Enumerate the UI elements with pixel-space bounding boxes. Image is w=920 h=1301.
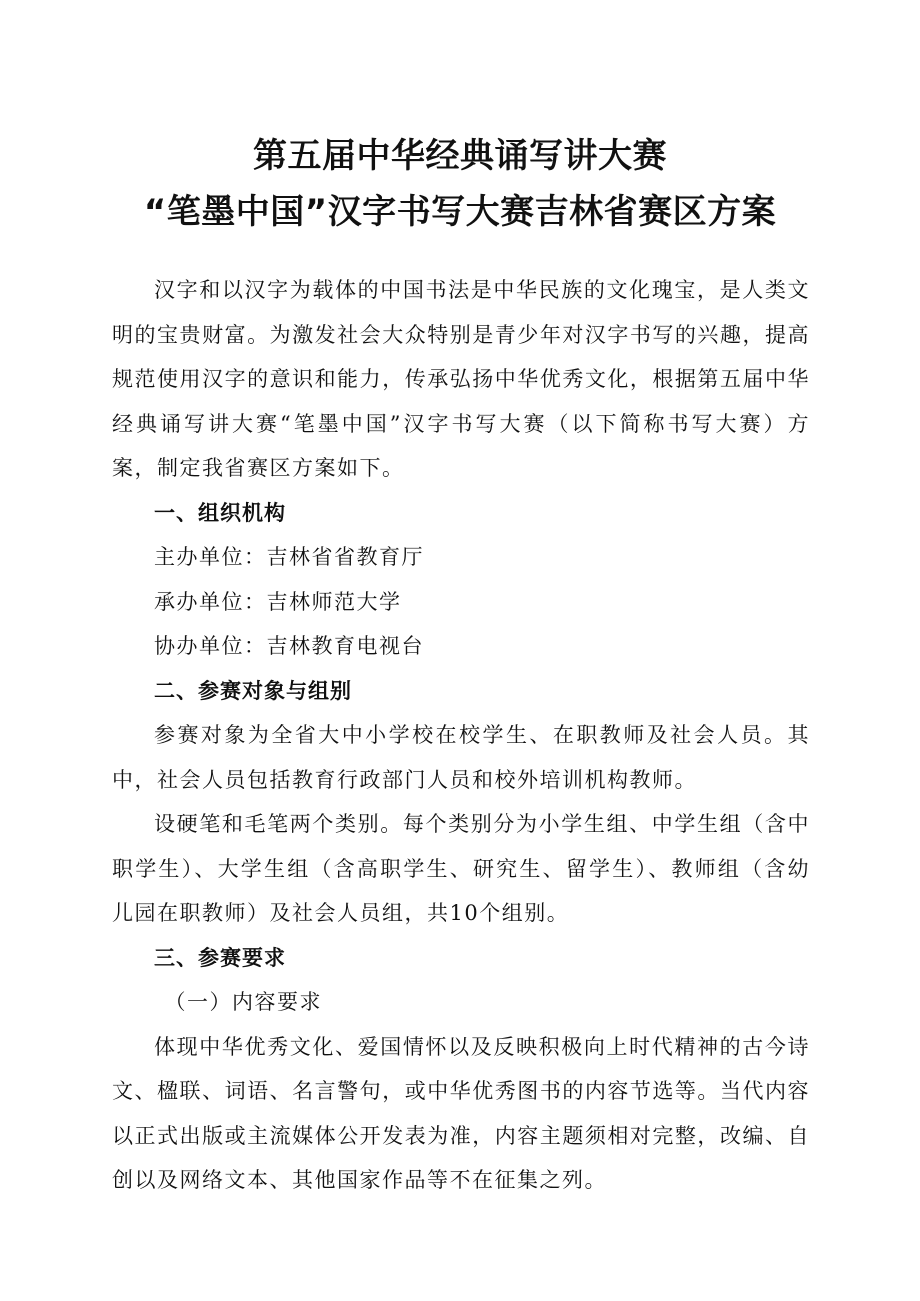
section-heading-requirements: 三、参赛要求 (154, 945, 286, 970)
participants-paragraph: 参赛对象为全省大中小学校在校学生、在职教师及社会人员。其中，社会人员包括教育行政部门人员和校外培训机构教师。 (112, 723, 810, 792)
section-heading-participants: 二、参赛对象与组别 (154, 678, 352, 703)
section-heading-organization: 一、组织机构 (154, 500, 286, 525)
content-requirements-paragraph: 体现中华优秀文化、爱国情怀以及反映积极向上时代精神的古今诗文、楹联、词语、名言警句，或中华优秀图书的内容节选等。当代内容以正式出版或主流媒体公开发表为准，内容主题须相对完整，改编、自创以及网络文本、其他国家作品等不在征集之列。 (112, 1034, 810, 1192)
groups-paragraph: 设硬笔和毛笔两个类别。每个类别分为小学生组、中学生组（含中职学生）、大学生组（含高职学生、研究生、留学生）、教师组（含幼儿园在职教师）及社会人员组，共10个组别。 (112, 812, 810, 925)
title-line-1: 第五届中华经典诵写讲大赛 (253, 136, 667, 176)
co-organizer-unit: 协办单位：吉林教育电视台 (154, 634, 424, 658)
organizer-unit: 承办单位：吉林师范大学 (154, 589, 402, 614)
title-line-2: “笔墨中国”汉字书写大赛吉林省赛区方案 (143, 192, 777, 232)
host-unit: 主办单位：吉林省省教育厅 (154, 545, 424, 569)
document-body (112, 268, 810, 1203)
subsection-heading-content: （一）内容要求 (164, 990, 322, 1014)
intro-paragraph: 汉字和以汉字为载体的中国书法是中华民族的文化瑰宝，是人类文明的宝贵财富。为激发社会大众特别是青少年对汉字书写的兴趣，提高规范使用汉字的意识和能力，传承弘扬中华优秀文化，根据第五届中华经典诵写讲大赛“笔墨中国”汉字书写大赛（以下简称书写大赛）方案，制定我省赛区方案如下。 (112, 278, 810, 480)
document-title (0, 128, 920, 240)
